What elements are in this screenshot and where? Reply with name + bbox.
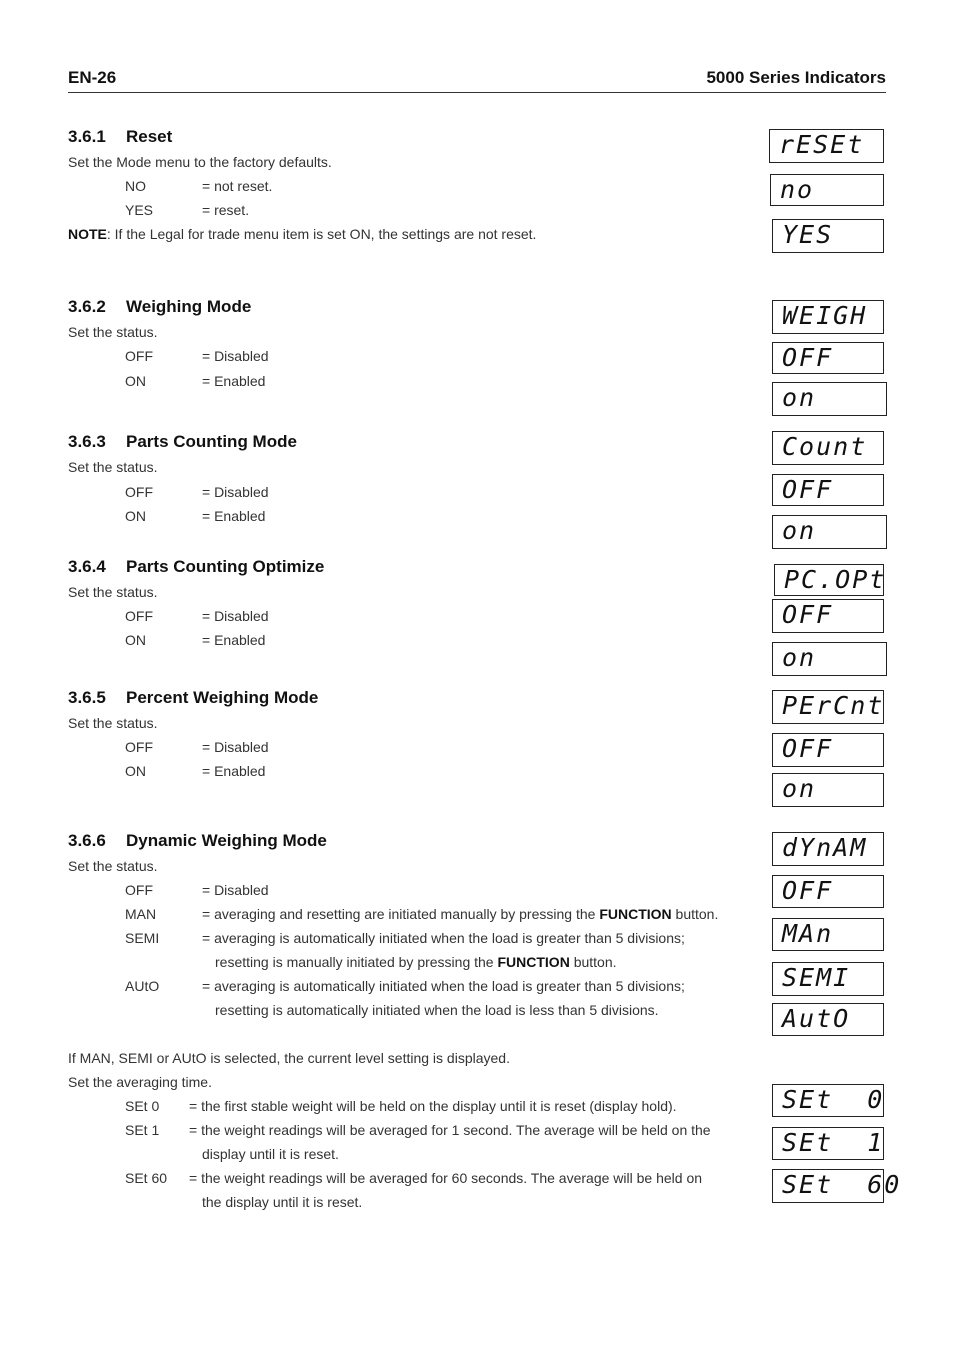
display-set-60: SEt 60	[772, 1169, 884, 1203]
section-title: Percent Weighing Mode	[126, 688, 319, 707]
option-value: = Disabled	[202, 739, 269, 755]
option-value: = the weight readings will be averaged for 60 seconds. The average will be held on	[189, 1170, 703, 1186]
option-key: SEt 0	[125, 1098, 160, 1114]
option-key: ON	[125, 508, 146, 524]
display-off: OFF	[772, 474, 884, 506]
display-on: on	[772, 382, 887, 416]
section-heading-percent-weighing-mode	[68, 688, 318, 708]
option-text: resetting is manually initiated by pressing the	[215, 954, 498, 970]
display-percnt: PErCnt	[772, 690, 884, 724]
option-value-continued: resetting is automatically initiated when the load is less than 5 divisions.	[215, 1002, 659, 1018]
option-value: = averaging is automatically initiated when the load is greater than 5 divisions;	[202, 930, 685, 946]
display-set-1: SEt 1	[772, 1127, 884, 1160]
display-weigh: WEIGH	[772, 300, 884, 334]
section-title: Parts Counting Optimize	[126, 557, 325, 576]
option-value-continued: display until it is reset.	[202, 1146, 339, 1162]
option-key: YES	[125, 202, 154, 218]
option-text: = averaging and resetting are initiated manually by pressing the	[202, 906, 600, 922]
option-value	[202, 906, 718, 922]
display-reset: rESEt	[769, 129, 884, 163]
section-heading-reset	[68, 127, 172, 147]
option-key: AUtO	[125, 978, 160, 994]
note-label: NOTE	[68, 226, 107, 242]
section-heading-dynamic-weighing-mode	[68, 831, 327, 851]
option-value: = Disabled	[202, 348, 269, 364]
option-value: = Enabled	[202, 508, 266, 524]
display-pc-opt: PC.OPt	[774, 564, 884, 596]
display-count: Count	[772, 431, 884, 465]
option-value: = reset.	[202, 202, 250, 218]
display-off: OFF	[772, 875, 884, 908]
option-key: SEt 60	[125, 1170, 168, 1186]
option-value: = the weight readings will be averaged for 1 second. The average will be held on the	[189, 1122, 711, 1138]
option-value: = not reset.	[202, 178, 273, 194]
section-number: 3.6.5	[68, 688, 106, 707]
option-text: button.	[569, 954, 617, 970]
option-key: OFF	[125, 348, 153, 364]
display-man: MAn	[772, 918, 884, 951]
option-key: SEMI	[125, 930, 160, 946]
section-description: Set the status.	[68, 858, 158, 874]
option-key: OFF	[125, 882, 153, 898]
section-number: 3.6.6	[68, 831, 106, 850]
section-heading-weighing-mode	[68, 297, 251, 317]
display-yes: YES	[772, 219, 884, 253]
option-value: = the first stable weight will be held on the display until it is reset (display hold).	[189, 1098, 677, 1114]
section-title: Weighing Mode	[126, 297, 252, 316]
document-title: 5000 Series Indicators	[706, 68, 886, 87]
option-value-continued	[215, 954, 617, 970]
option-key: ON	[125, 763, 146, 779]
option-key: NO	[125, 178, 146, 194]
option-value: = Disabled	[202, 608, 269, 624]
display-on: on	[772, 773, 884, 807]
display-off: OFF	[772, 733, 884, 767]
option-key: OFF	[125, 739, 153, 755]
display-on: on	[772, 642, 887, 676]
section-heading-parts-counting-mode	[68, 432, 297, 452]
option-key: OFF	[125, 608, 153, 624]
option-key: ON	[125, 373, 146, 389]
section-number: 3.6.3	[68, 432, 106, 451]
option-value: = Enabled	[202, 632, 266, 648]
section-description: Set the status.	[68, 324, 158, 340]
section-description: Set the Mode menu to the factory defaults.	[68, 154, 332, 170]
display-no: no	[770, 174, 884, 206]
option-value: = Disabled	[202, 484, 269, 500]
display-dynam: dYnAM	[772, 832, 884, 866]
display-on: on	[772, 515, 887, 549]
section-description: Set the status.	[68, 459, 158, 475]
option-key: SEt 1	[125, 1122, 160, 1138]
option-text: button.	[671, 906, 719, 922]
display-off: OFF	[772, 342, 884, 374]
section-description: Set the status.	[68, 584, 158, 600]
option-key: MAN	[125, 906, 157, 922]
averaging-intro: Set the averaging time.	[68, 1074, 212, 1090]
display-set-0: SEt 0	[772, 1084, 884, 1117]
function-keyword: FUNCTION	[497, 954, 570, 970]
option-value: = averaging is automatically initiated when the load is greater than 5 divisions;	[202, 978, 685, 994]
section-title: Dynamic Weighing Mode	[126, 831, 327, 850]
section-number: 3.6.1	[68, 127, 106, 146]
header-divider	[68, 92, 886, 93]
note-body: : If the Legal for trade menu item is set ON, the settings are not reset.	[106, 226, 537, 242]
display-off: OFF	[772, 599, 884, 633]
option-value-continued: the display until it is reset.	[202, 1194, 363, 1210]
section-heading-parts-counting-optimize	[68, 557, 324, 577]
option-key: OFF	[125, 484, 153, 500]
section-number: 3.6.2	[68, 297, 106, 316]
section-title: Reset	[126, 127, 173, 146]
page-number: EN-26	[68, 68, 117, 87]
note-text	[68, 226, 536, 242]
section-number: 3.6.4	[68, 557, 106, 576]
option-value: = Disabled	[202, 882, 269, 898]
function-keyword: FUNCTION	[599, 906, 672, 922]
section-description: Set the status.	[68, 715, 158, 731]
option-key: ON	[125, 632, 146, 648]
display-semi: SEMI	[772, 962, 884, 996]
level-note: If MAN, SEMI or AUtO is selected, the current level setting is displayed.	[68, 1050, 510, 1066]
display-auto: AutO	[772, 1003, 884, 1036]
option-value: = Enabled	[202, 373, 266, 389]
option-value: = Enabled	[202, 763, 266, 779]
section-title: Parts Counting Mode	[126, 432, 297, 451]
